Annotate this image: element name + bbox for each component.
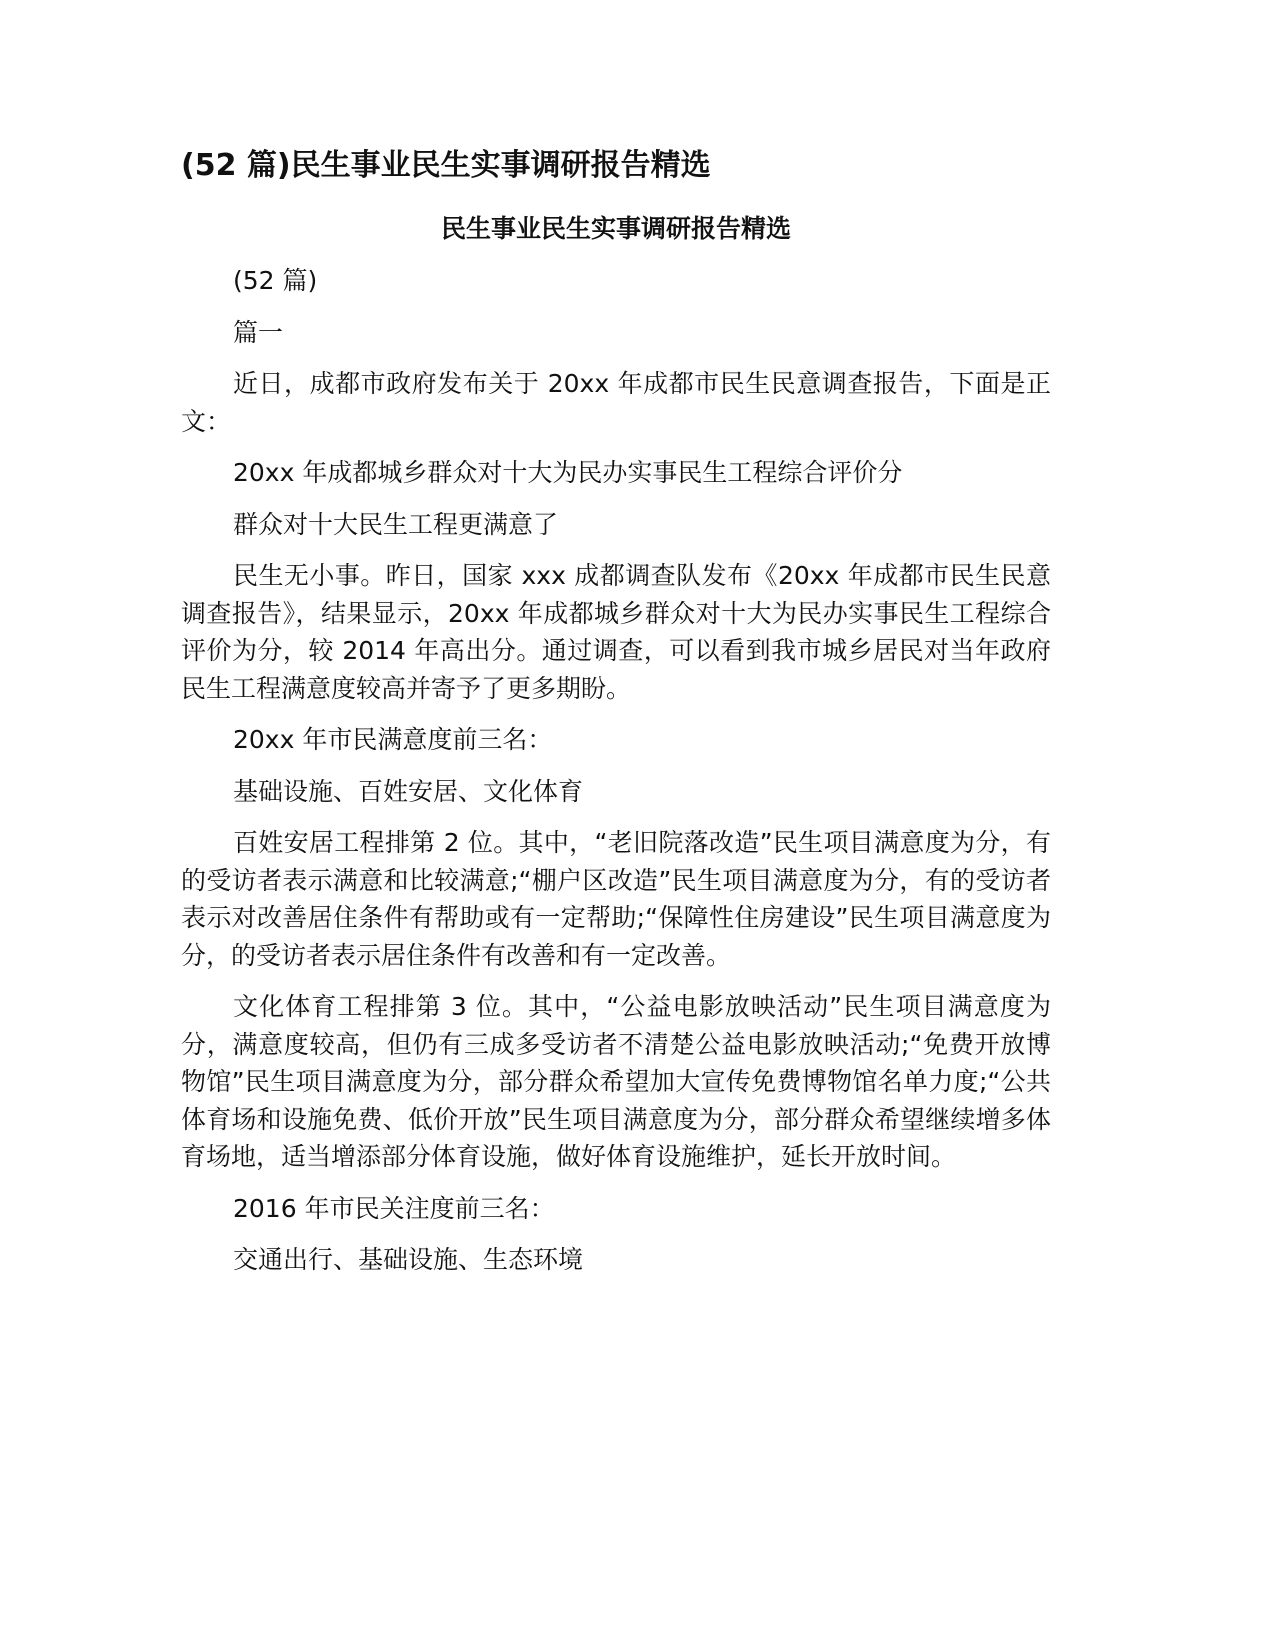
paragraph-housing: 百姓安居工程排第 2 位。其中，“老旧院落改造”民生项目满意度为分，有的受访者表示满意和比较满意;“棚户区改造”民生项目满意度为分，有的受访者表示对改善居住条件有帮助或有一定帮助;“保障性住房建设”民生项目满意度为分，的受访者表示居住条件有改善和有一定改善。 bbox=[181, 828, 1051, 970]
paragraph-score-heading: 20xx 年成都城乡群众对十大为民办实事民生工程综合评价分 bbox=[233, 458, 903, 487]
paragraph-satisfaction-heading: 群众对十大民生工程更满意了 bbox=[233, 509, 559, 539]
paragraph-attention-items: 交通出行、基础设施、生态环境 bbox=[233, 1245, 584, 1274]
document-subtitle: 民生事业民生实事调研报告精选 bbox=[440, 214, 791, 243]
document-title: (52 篇)民生事业民生实事调研报告精选 bbox=[181, 148, 711, 183]
document-body bbox=[181, 210, 1051, 1293]
paragraph-intro: 近日，成都市政府发布关于 20xx 年成都市民生民意调查报告，下面是正文： bbox=[181, 369, 1051, 436]
paragraph-top-three-items: 基础设施、百姓安居、文化体育 bbox=[233, 776, 584, 806]
paragraph-attention-label: 2016 年市民关注度前三名： bbox=[233, 1193, 555, 1223]
paragraph-survey-result: 民生无小事。昨日，国家 xxx 成都调查队发布《20xx 年成都市民生民意调查报告》，结果显示，20xx 年成都城乡群众对十大为民办实事民生工程综合评价为分，较 2014 年高出分。通过调查，可以看到我市城乡居民对当年政府民生工程满意度较高并寄予了更多期盼。 bbox=[181, 561, 1051, 703]
paragraph-culture-sports: 文化体育工程排第 3 位。其中，“公益电影放映活动”民生项目满意度为分，满意度较高，但仍有三成多受访者不清楚公益电影放映活动;“免费开放博物馆”民生项目满意度为分，部分群众希望加大宣传免费博物馆名单力度;“公共体育场和设施免费、低价开放”民生项目满意度为分，部分群众希望继续增多体育场地，适当增添部分体育设施，做好体育设施维护，延长开放时间。 bbox=[181, 992, 1051, 1171]
paragraph-chapter: 篇一 bbox=[233, 317, 284, 347]
paragraph-top-three-label: 20xx 年市民满意度前三名： bbox=[233, 725, 553, 754]
paragraph-count: (52 篇) bbox=[233, 266, 318, 295]
